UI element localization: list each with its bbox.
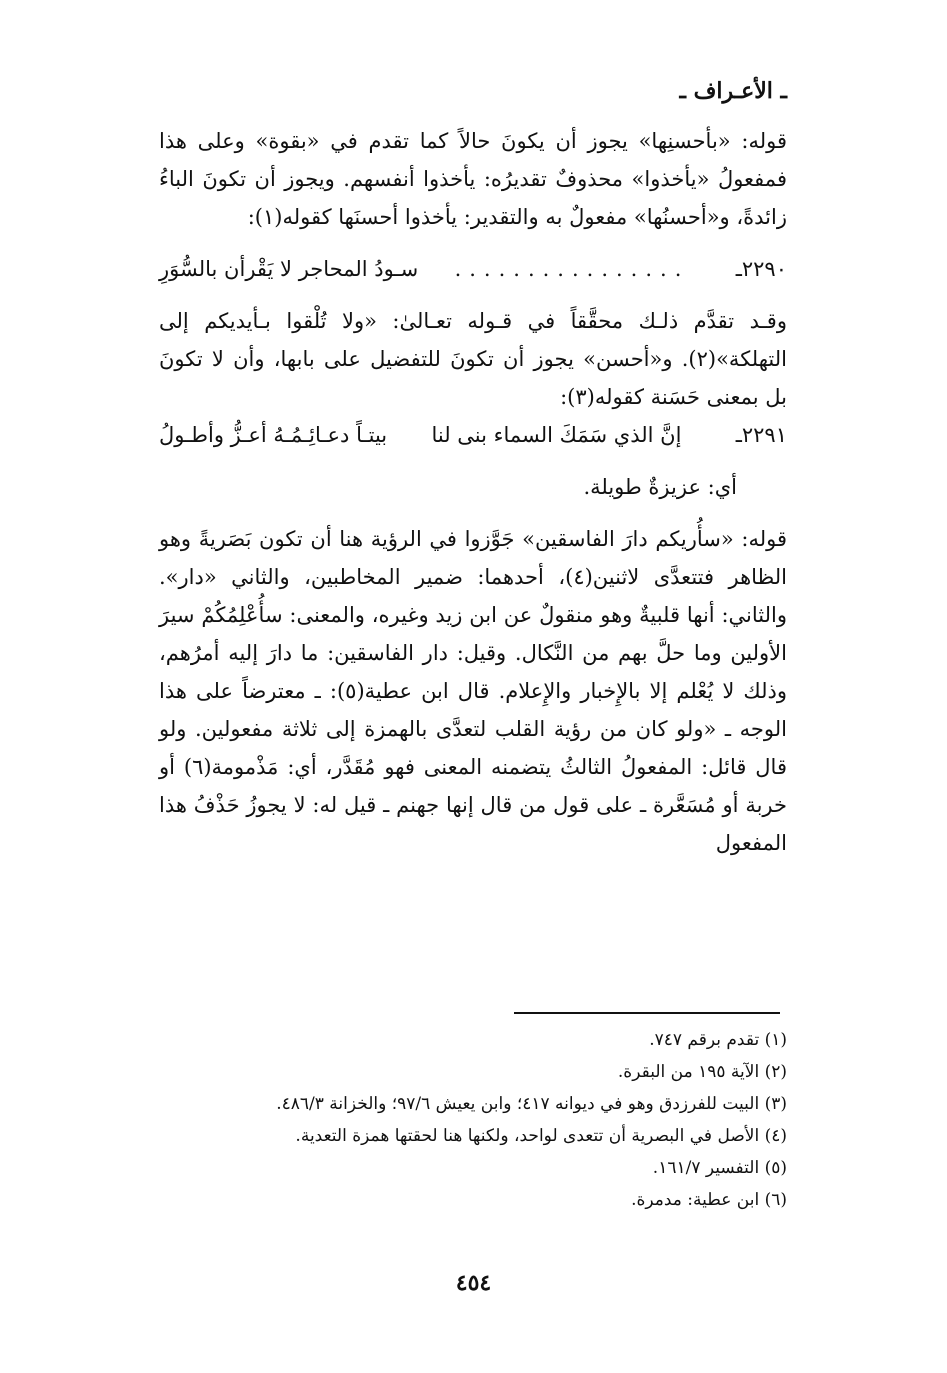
footnote-6: (٦) ابن عطية: مدمرة.	[631, 1190, 787, 1210]
footnote-3: (٣) البيت للفرزدق وهو في ديوانه ٤١٧؛ وابن يعيش ٩٧/٦؛ والخزانة ٤٨٦/٣.	[276, 1094, 787, 1114]
footnote-2: (٢) الآية ١٩٥ من البقرة.	[617, 1062, 787, 1082]
verse-number: ٢٢٩٠ـ	[735, 257, 787, 281]
verse-2291	[159, 416, 787, 454]
footnotes	[159, 1024, 787, 1216]
paragraph-4: قوله: «سأُريكم دارَ الفاسقين» جَوَّزوا في الرؤية هنا أن تكون بَصَريةً وهو الظاهر فتتعدَّى لاثنين(٤)، أحدهما: ضمير المخاطبين، والثاني «دار». والثاني: أنها قلبيةٌ وهو منقولٌ عن ابن زيد وغيره، والمعنى: سأُعْلِمُكُمْ سيرَ الأولين وما حلَّ بهم من النَّكال. وقيل: دار الفاسقين: ما دارَ إليه أمرُهم، وذلك لا يُعْلم إلا بالإِخبار والإِعلام. قال ابن عطية(٥): ـ معترضاً على هذا الوجه ـ «ولو كان من رؤية القلب لتعدَّى بالهمزة إلى ثلاثة مفعولين. ولو قال قائل: المفعولُ الثالثُ يتضمنه المعنى فهو مُقَدَّر، أي: مَذْمومة(٦) أو خربة أو مُسَعَّرة ـ على قول من قال إنها جهنم ـ قيل له: لا يجوزُ حَذْفُ هذا المفعول	[159, 527, 787, 855]
verse-ellipsis: ................	[454, 257, 690, 281]
verse-hemistich: سـودُ المحاجر لا يَقْرأن بالسُّوَرِ	[159, 257, 419, 281]
main-text	[159, 122, 787, 862]
paragraph-3: أي: عزيزةٌ طويلة.	[583, 475, 737, 499]
paragraph-2: وقـد تقدَّم ذلـك محقَّقاً في قـوله تعـالىٰ: «ولا تُلْقوا بـأيديكم إلى التهلكة»(٢). و«أحسن» يجوز أن تكونَ للتفضيل على بابها، وأن لا تكونَ بل بمعنى حَسَنة كقوله(٣):	[159, 309, 787, 409]
footnote-1: (١) تقدم برقم ٧٤٧.	[649, 1030, 787, 1050]
footnote-4: (٤) الأصل في البصرية أن تتعدى لواحد، ولكنها هنا لحقتها همزة التعدية.	[295, 1126, 787, 1146]
verse-2290	[159, 250, 787, 288]
page-number: ٤٥٤	[455, 1270, 492, 1296]
verse-hemistich-second: بيتـاً دعـائِـمُـهُ أعـزُّ وأطـولُ	[159, 423, 388, 447]
verse-hemistich-first: إنَّ الذي سَمَكَ السماء بنى لنا	[431, 423, 682, 447]
footnote-separator	[514, 1012, 780, 1014]
footnote-5: (٥) التفسير ١٦١/٧.	[652, 1158, 787, 1178]
paragraph-1: قوله: «بأحسنِها» يجوز أن يكونَ حالاً كما تقدم في «بقوة» وعلى هذا فمفعولُ «يأخذوا» محذوفٌ تقديرُه: يأخذوا أنفسهم. ويجوز أن تكونَ الباءُ زائدةً، و«أحسنُها» مفعولٌ به والتقدير: يأخذوا أحسنَها كقوله(١):	[159, 129, 787, 229]
running-header: ـ الأعـراف ـ	[679, 78, 787, 104]
verse-number: ٢٢٩١ـ	[735, 423, 787, 447]
